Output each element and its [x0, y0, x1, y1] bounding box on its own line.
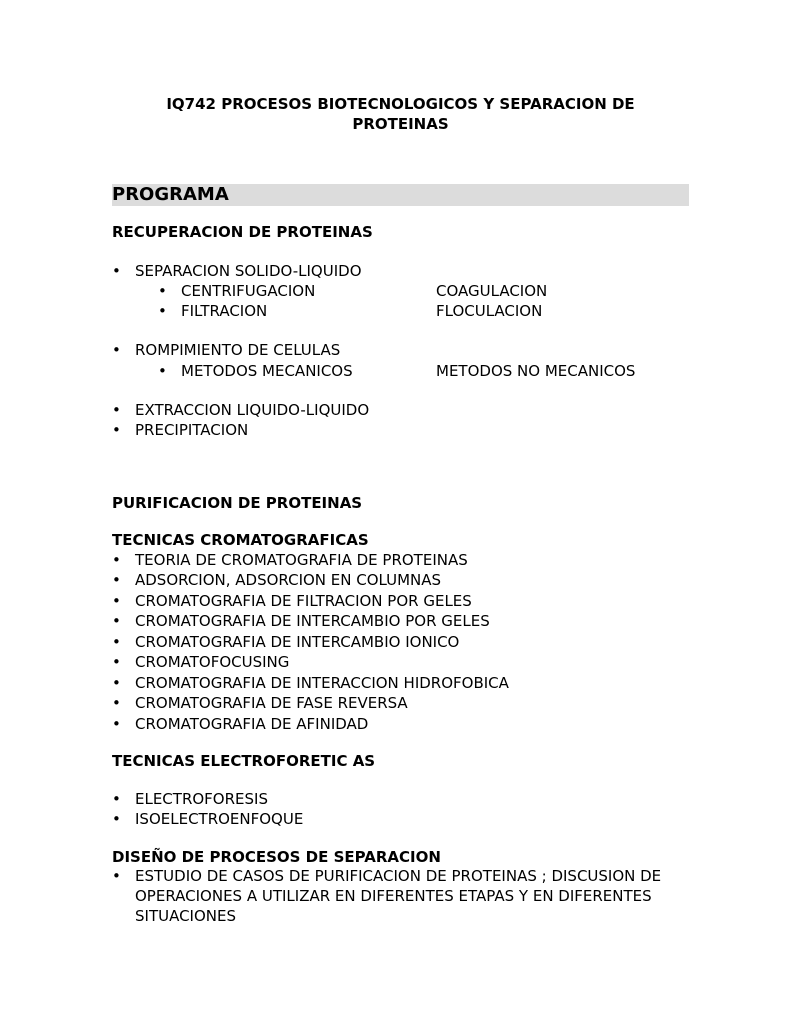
title-line-1: IQ742 PROCESOS BIOTECNOLOGICOS Y SEPARACION DE — [166, 95, 635, 113]
list-item-text: CROMATOGRAFIA DE AFINIDAD — [135, 715, 369, 733]
bullet: • — [112, 571, 121, 589]
bullet: • — [112, 694, 121, 712]
title-line-2: PROTEINAS — [352, 115, 449, 133]
bullet: • — [112, 715, 121, 733]
list-item-text: ROMPIMIENTO DE CELULAS — [135, 341, 341, 359]
list-item-text: TEORIA DE CROMATOGRAFIA DE PROTEINAS — [135, 551, 468, 569]
list-item-text: ISOELECTROENFOQUE — [135, 810, 304, 828]
list-item-text: ELECTROFORESIS — [135, 790, 268, 808]
bullet: • — [112, 421, 121, 439]
sub-list-item-text: METODOS MECANICOS — [181, 362, 353, 380]
bullet: • — [158, 282, 167, 300]
bullet: • — [112, 867, 121, 885]
list-item-text: CROMATOGRAFIA DE FASE REVERSA — [135, 694, 408, 712]
bullet: • — [112, 551, 121, 569]
diseno-heading: DISEÑO DE PROCESOS DE SEPARACION — [112, 848, 441, 866]
list-item-text: CROMATOGRAFIA DE INTERACCION HIDROFOBICA — [135, 674, 509, 692]
bullet: • — [112, 810, 121, 828]
bullet: • — [112, 790, 121, 808]
bullet: • — [112, 674, 121, 692]
bullet: • — [112, 592, 121, 610]
bullet: • — [112, 341, 121, 359]
bullet: • — [112, 612, 121, 630]
document-title — [112, 94, 689, 134]
bullet: • — [158, 362, 167, 380]
bullet: • — [112, 653, 121, 671]
list-item-text: SEPARACION SOLIDO-LIQUIDO — [135, 262, 362, 280]
bullet: • — [112, 633, 121, 651]
purificacion-heading: PURIFICACION DE PROTEINAS — [112, 494, 363, 512]
diseno-item-text: ESTUDIO DE CASOS DE PURIFICACION DE PROTEINAS ; DISCUSION DE OPERACIONES A UTILIZAR EN DIFERENTES ETAPAS Y EN DIFERENTES SITUACIONES — [135, 867, 662, 925]
list-item-text: CROMATOGRAFIA DE INTERCAMBIO IONICO — [135, 633, 460, 651]
sub-list-item-text: FILTRACION — [181, 302, 268, 320]
recuperacion-heading: RECUPERACION DE PROTEINAS — [112, 223, 373, 241]
cromatograficas-heading: TECNICAS CROMATOGRAFICAS — [112, 531, 369, 549]
list-item-text: CROMATOGRAFIA DE FILTRACION POR GELES — [135, 592, 472, 610]
side-item-metodos-no-mecanicos: METODOS NO MECANICOS — [436, 362, 636, 380]
side-item-coagulacion: COAGULACION — [436, 282, 548, 300]
sub-list-item-text: CENTRIFUGACION — [181, 282, 316, 300]
side-item-floculacion: FLOCULACION — [436, 302, 543, 320]
electroforeticas-heading: TECNICAS ELECTROFORETIC AS — [112, 752, 376, 770]
list-item-text: EXTRACCION LIQUIDO-LIQUIDO — [135, 401, 370, 419]
bullet: • — [112, 262, 121, 280]
programa-heading: PROGRAMA — [112, 184, 229, 205]
list-item-text: PRECIPITACION — [135, 421, 249, 439]
list-item-text: ADSORCION, ADSORCION EN COLUMNAS — [135, 571, 442, 589]
bullet: • — [112, 401, 121, 419]
bullet: • — [158, 302, 167, 320]
programa-heading-bar — [112, 184, 689, 206]
list-item-text: CROMATOGRAFIA DE INTERCAMBIO POR GELES — [135, 612, 490, 630]
list-item-text: CROMATOFOCUSING — [135, 653, 290, 671]
